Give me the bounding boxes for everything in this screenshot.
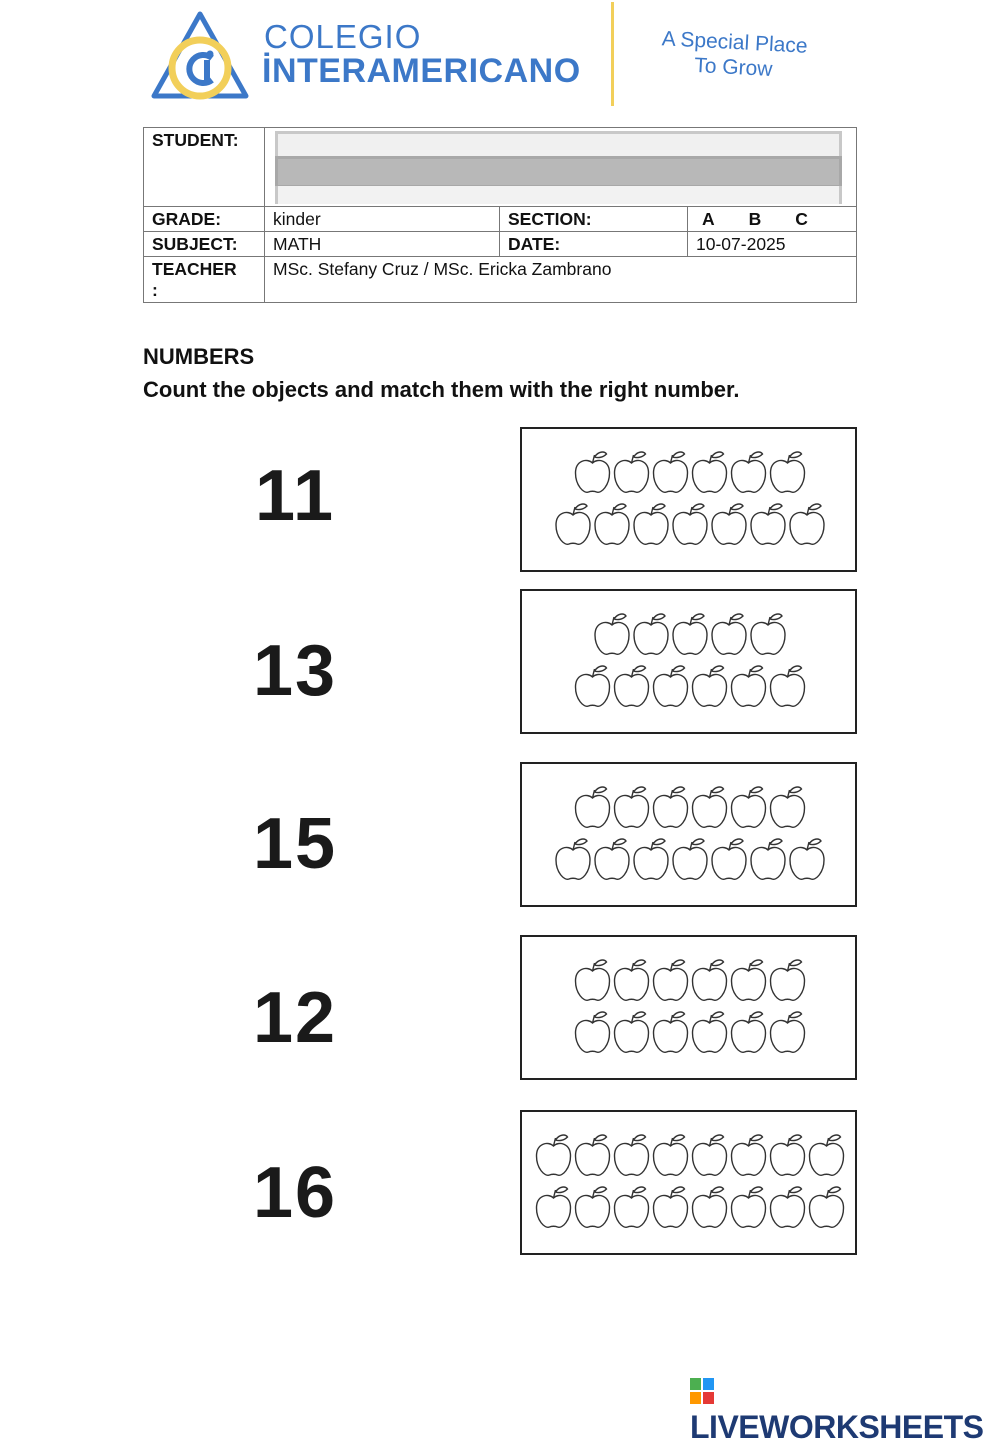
apple-icon	[732, 666, 766, 706]
apple-icon	[771, 1012, 805, 1052]
apple-icon	[732, 1012, 766, 1052]
apple-icon	[576, 787, 610, 827]
apple-icon	[615, 1135, 649, 1175]
apple-icon	[615, 452, 649, 492]
apple-icon	[771, 1135, 805, 1175]
section-heading: NUMBERS	[143, 344, 255, 369]
apple-icon	[654, 1012, 688, 1052]
apple-box-3[interactable]	[520, 762, 857, 907]
apple-icon	[654, 1135, 688, 1175]
apple-icon	[712, 614, 746, 654]
apple-icon	[732, 1187, 766, 1227]
apple-icon	[615, 1187, 649, 1227]
section-options	[688, 207, 857, 232]
apple-icon	[634, 614, 668, 654]
apple-icon	[576, 960, 610, 1000]
apple-icon	[615, 666, 649, 706]
apple-icon	[615, 787, 649, 827]
apple-icon	[615, 1012, 649, 1052]
tagline	[635, 25, 833, 85]
teacher-label-line2: :	[152, 280, 158, 300]
apple-icon	[654, 452, 688, 492]
number-option-4[interactable]: 12	[252, 978, 338, 1058]
liveworksheets-text: LIVEWORKSHEETS	[690, 1409, 984, 1445]
apple-icon	[576, 452, 610, 492]
apple-icon	[673, 504, 707, 544]
subject-label: SUBJECT:	[144, 232, 265, 257]
grade-value: kinder	[265, 207, 500, 232]
apple-icon	[537, 1135, 571, 1175]
apple-box-5[interactable]	[520, 1110, 857, 1255]
apple-icon	[556, 504, 590, 544]
apple-icon	[693, 1012, 727, 1052]
school-logo-icon	[150, 10, 250, 105]
apple-icon	[751, 504, 785, 544]
section-label: SECTION:	[500, 207, 688, 232]
date-value: 10-07-2025	[688, 232, 857, 257]
apple-icon	[576, 1187, 610, 1227]
apple-icon	[537, 1187, 571, 1227]
apple-icon	[673, 839, 707, 879]
apple-icon	[654, 666, 688, 706]
instruction-text: Count the objects and match them with the right number.	[143, 377, 740, 402]
section-option-b[interactable]: B	[748, 209, 762, 229]
apple-icon	[634, 504, 668, 544]
apple-icon	[810, 1135, 844, 1175]
student-name-field[interactable]	[265, 128, 857, 207]
brand-name-line1: COLEGIO	[264, 18, 422, 55]
apple-box-1[interactable]	[520, 427, 857, 572]
student-info-table	[143, 127, 857, 303]
apple-icon	[576, 666, 610, 706]
grade-label: GRADE:	[144, 207, 265, 232]
apple-box-4[interactable]	[520, 935, 857, 1080]
apple-icon	[732, 960, 766, 1000]
apple-icon	[771, 452, 805, 492]
apple-icon	[634, 839, 668, 879]
apple-icon	[771, 960, 805, 1000]
number-option-2[interactable]: 13	[252, 631, 338, 711]
liveworksheets-watermark	[690, 1372, 999, 1446]
apple-icon	[693, 787, 727, 827]
apple-icon	[576, 1012, 610, 1052]
tagline-line2: To Grow	[693, 53, 773, 82]
apple-icon	[810, 1187, 844, 1227]
apple-icon	[595, 614, 629, 654]
apple-icon	[771, 666, 805, 706]
apple-icon	[556, 839, 590, 879]
apple-icon	[732, 787, 766, 827]
apple-icon	[654, 960, 688, 1000]
apple-icon	[751, 839, 785, 879]
apple-icon	[771, 1187, 805, 1227]
apple-icon	[712, 504, 746, 544]
apple-icon	[693, 1135, 727, 1175]
apple-icon	[790, 839, 824, 879]
section-option-c[interactable]: C	[795, 209, 808, 229]
apple-icon	[751, 614, 785, 654]
apple-icon	[615, 960, 649, 1000]
student-label: STUDENT:	[144, 128, 265, 207]
apple-icon	[654, 787, 688, 827]
tagline-line1: A Special Place	[661, 27, 809, 58]
section-option-a[interactable]: A	[702, 209, 715, 229]
liveworksheets-logo-icon	[690, 1378, 714, 1404]
teacher-label	[144, 257, 265, 303]
apple-icon	[693, 960, 727, 1000]
brand-name-line2: İNTERAMERICANO	[262, 52, 581, 90]
apple-icon	[771, 787, 805, 827]
apple-icon	[693, 1187, 727, 1227]
number-option-1[interactable]: 11	[254, 456, 336, 536]
apple-icon	[576, 1135, 610, 1175]
subject-value: MATH	[265, 232, 500, 257]
number-option-3[interactable]: 15	[252, 804, 338, 884]
teacher-label-line1: TEACHER	[152, 259, 237, 279]
apple-icon	[693, 452, 727, 492]
apple-icon	[732, 1135, 766, 1175]
apple-icon	[732, 452, 766, 492]
apple-icon	[790, 504, 824, 544]
apple-icon	[595, 839, 629, 879]
teacher-value: MSc. Stefany Cruz / MSc. Ericka Zambrano	[265, 257, 857, 303]
apple-box-2[interactable]	[520, 589, 857, 734]
header-divider	[611, 2, 614, 106]
apple-icon	[595, 504, 629, 544]
apple-icon	[673, 614, 707, 654]
number-option-5[interactable]: 16	[252, 1153, 338, 1233]
apple-icon	[693, 666, 727, 706]
apple-icon	[654, 1187, 688, 1227]
date-label: DATE:	[500, 232, 688, 257]
apple-icon	[712, 839, 746, 879]
